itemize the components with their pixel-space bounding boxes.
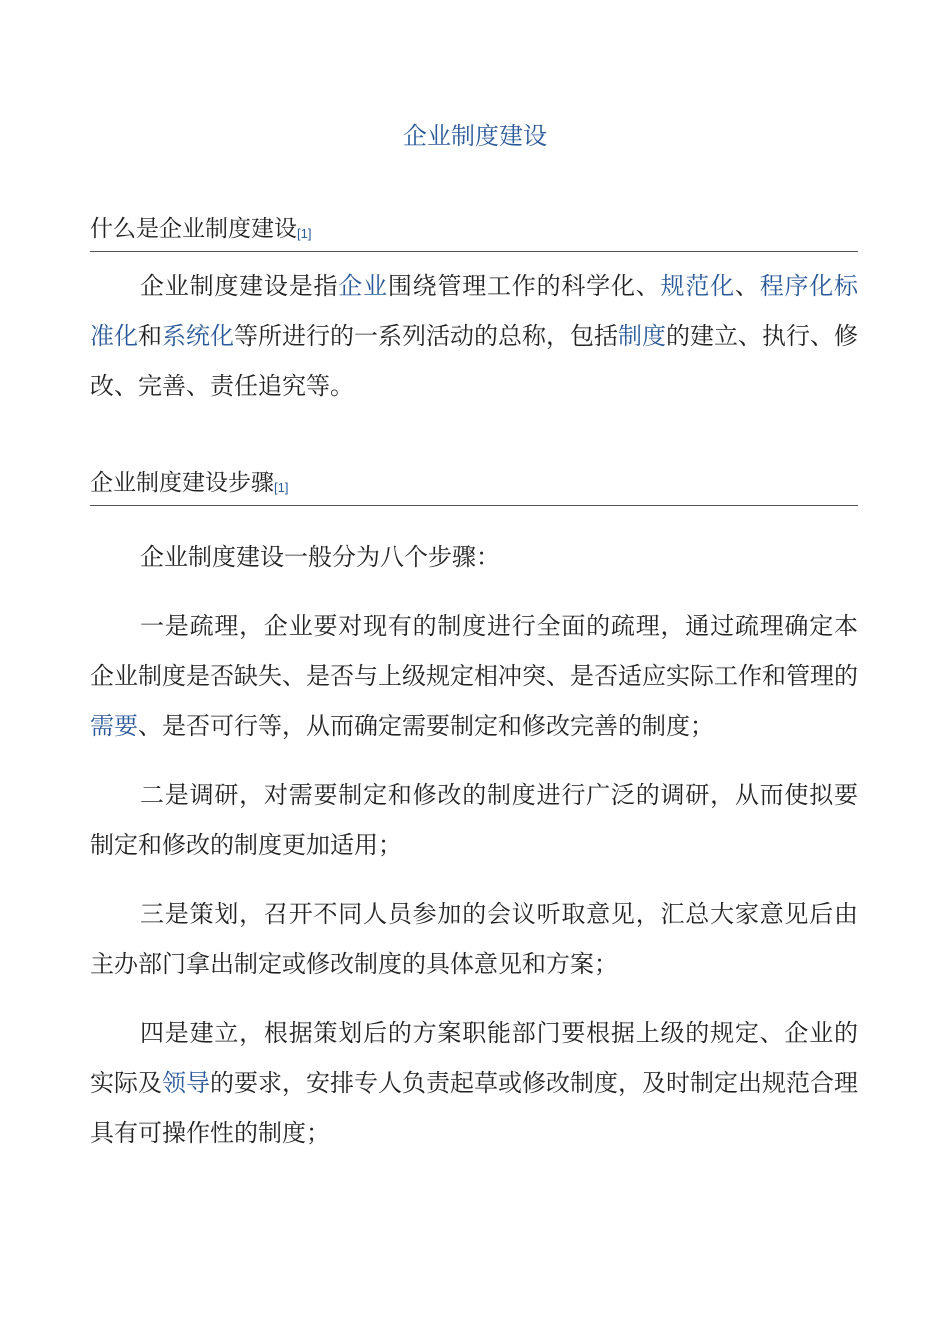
link-enterprise[interactable]: 企业 bbox=[338, 272, 388, 300]
reference-link[interactable]: [1] bbox=[274, 480, 289, 495]
text-span: 、 bbox=[734, 272, 760, 300]
document-title: 企业制度建设 bbox=[403, 122, 547, 150]
section-heading-what-is bbox=[90, 214, 858, 252]
section-heading-text: 企业制度建设步骤 bbox=[90, 470, 274, 496]
definition-paragraph bbox=[90, 261, 858, 411]
link-standardization[interactable]: 规范化 bbox=[660, 272, 735, 300]
link-leadership[interactable]: 领导 bbox=[162, 1069, 210, 1097]
text-span: 等所进行的一系列活动的总称，包括 bbox=[234, 322, 618, 350]
text-span: 和 bbox=[138, 322, 162, 350]
link-procedural-standard[interactable]: 程序化标准化 bbox=[90, 272, 859, 350]
step-2-paragraph: 二是调研，对需要制定和修改的制度进行广泛的调研，从而使拟要制定和修改的制度更加适用； bbox=[90, 781, 858, 859]
text-span: 的建立、执行、修改、完善、责任追究等。 bbox=[90, 322, 858, 400]
steps-intro-paragraph: 企业制度建设一般分为八个步骤： bbox=[140, 543, 500, 571]
text-span: 、是否可行等，从而确定需要制定和修改完善的制度； bbox=[138, 712, 714, 740]
text-span: 企业制度建设是指 bbox=[140, 272, 339, 300]
section-heading-text: 什么是企业制度建设 bbox=[90, 216, 297, 242]
step-3-paragraph: 三是策划，召开不同人员参加的会议听取意见，汇总大家意见后由主办部门拿出制定或修改制度的具体意见和方案； bbox=[90, 900, 858, 978]
step-1-paragraph bbox=[90, 601, 858, 751]
link-systematization[interactable]: 系统化 bbox=[162, 322, 234, 350]
text-span: 四是建立，根据策划后的方案职能部门要根据上级的规定、企业的实际及 bbox=[90, 1019, 858, 1097]
text-span: 一是疏理，企业要对现有的制度进行全面的疏理，通过疏理确定本企业制度是否缺失、是否与上级规定相冲突、是否适应实际工作和管理的 bbox=[90, 612, 858, 690]
text-span: 的要求，安排专人负责起草或修改制度，及时制定出规范合理具有可操作性的制度； bbox=[90, 1069, 858, 1147]
link-system[interactable]: 制度 bbox=[618, 322, 666, 350]
reference-link[interactable]: [1] bbox=[297, 226, 312, 241]
section-heading-steps bbox=[90, 468, 858, 506]
text-span: 围绕管理工作的科学化、 bbox=[387, 272, 661, 300]
step-4-paragraph bbox=[90, 1008, 858, 1158]
link-need[interactable]: 需要 bbox=[90, 712, 138, 740]
